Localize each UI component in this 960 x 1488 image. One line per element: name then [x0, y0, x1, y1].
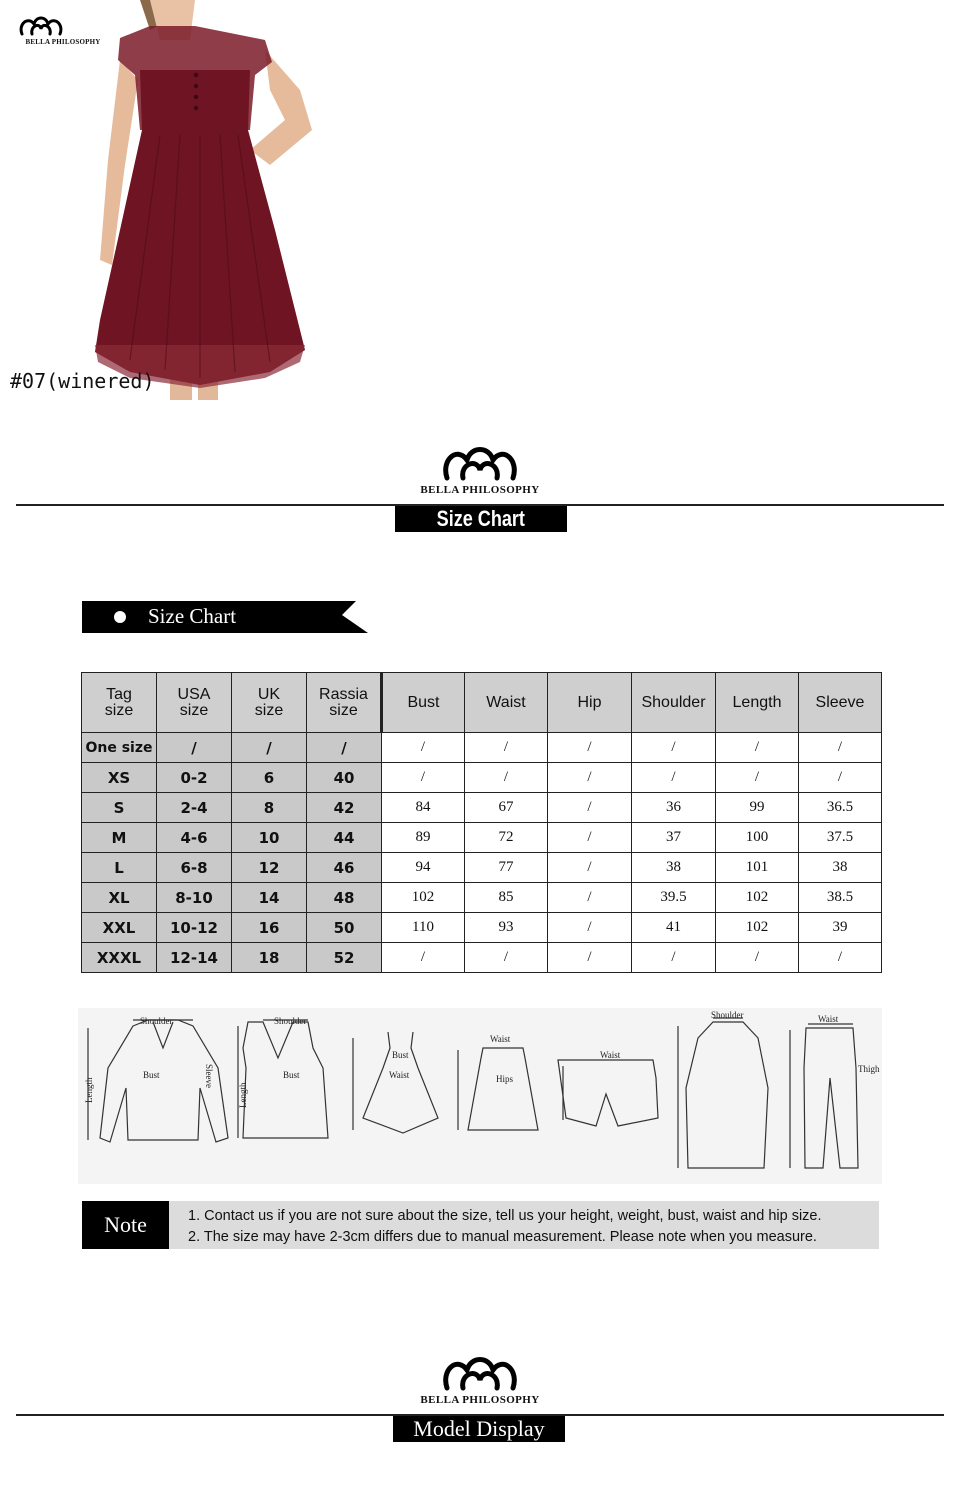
brand-logo-small — [18, 12, 108, 46]
measurement-cell: / — [382, 763, 465, 793]
measurement-cell: 41 — [632, 913, 716, 943]
label-waist-skirt: Waist — [490, 1034, 511, 1044]
note-line-1: 1. Contact us if you are not sure about the size, tell us your height, weight, bust, waist and hip size. — [188, 1208, 822, 1224]
measurement-cell: / — [799, 943, 882, 973]
size-cell: 6-8 — [157, 853, 232, 883]
measurement-cell: 102 — [716, 883, 799, 913]
measurement-cell: 72 — [465, 823, 548, 853]
table-header-cell — [716, 673, 799, 733]
tag-size-cell: L — [82, 853, 157, 883]
header-line-1: Tag — [106, 685, 132, 703]
table-header-cell — [232, 673, 307, 733]
note-box — [82, 1201, 879, 1249]
header-line-1: USA — [177, 685, 211, 703]
measurement-cell: / — [548, 853, 632, 883]
measurement-cell: / — [632, 943, 716, 973]
size-cell: 52 — [307, 943, 382, 973]
measurement-cell: / — [548, 823, 632, 853]
note-line-2: 2. The size may have 2-3cm differs due to manual measurement. Please note when you measure. — [188, 1229, 817, 1245]
measurement-cell: / — [548, 883, 632, 913]
size-cell: 10 — [232, 823, 307, 853]
measurement-cell: 84 — [382, 793, 465, 823]
measurement-cell: 37.5 — [799, 823, 882, 853]
label-waist-dress: Waist — [389, 1070, 410, 1080]
size-chart-badge-label: Size Chart — [436, 506, 526, 531]
size-chart-section-header — [0, 440, 960, 535]
measurement-cell: 37 — [632, 823, 716, 853]
measurement-cell: 102 — [382, 883, 465, 913]
measurement-cell: / — [548, 913, 632, 943]
header-line-1: Rassia — [319, 685, 368, 703]
table-header-row — [82, 673, 882, 733]
measurement-cell: 77 — [465, 853, 548, 883]
header-line-1: UK — [257, 685, 281, 703]
table-header-cell — [465, 673, 548, 733]
table-header-cell — [382, 673, 465, 733]
size-cell: 14 — [232, 883, 307, 913]
table-header-cell — [799, 673, 882, 733]
tag-size-cell: XXXL — [82, 943, 157, 973]
label-shoulder-coat: Shoulder — [711, 1010, 744, 1020]
label-sleeve: Sleeve — [204, 1064, 214, 1088]
label-thigh-trousers: Thigh — [858, 1064, 880, 1074]
tag-size-cell: S — [82, 793, 157, 823]
measurement-cell: / — [465, 763, 548, 793]
table-header-cell — [548, 673, 632, 733]
tag-size-cell: XS — [82, 763, 157, 793]
measurement-cell: 36.5 — [799, 793, 882, 823]
size-cell: 4-6 — [157, 823, 232, 853]
size-cell: / — [232, 733, 307, 763]
measurement-cell: 99 — [716, 793, 799, 823]
measurement-cell: 85 — [465, 883, 548, 913]
header-line-1: Waist — [486, 693, 526, 711]
header-line-1: Bust — [407, 693, 440, 711]
size-cell: 12-14 — [157, 943, 232, 973]
color-variant-label: #07(winered) — [10, 369, 155, 393]
measurement-cell: / — [382, 733, 465, 763]
measurement-cell: / — [465, 733, 548, 763]
measurement-cell: / — [632, 733, 716, 763]
measurement-cell: 38 — [799, 853, 882, 883]
size-chart-badge — [395, 506, 567, 532]
size-cell: 10-12 — [157, 913, 232, 943]
banner-title: Size Chart — [148, 604, 237, 628]
measurement-cell: 94 — [382, 853, 465, 883]
table-header-cell — [82, 673, 157, 733]
measurement-cell: 89 — [382, 823, 465, 853]
table-row — [82, 823, 882, 853]
strap-dress-sketch — [363, 1032, 438, 1133]
header-line-1: Sleeve — [815, 693, 865, 711]
header-line-1: Hip — [577, 693, 602, 711]
label-bust-vest: Bust — [283, 1070, 300, 1080]
measurement-cell: / — [632, 763, 716, 793]
note-text — [188, 1206, 822, 1248]
label-bust-dress: Bust — [392, 1050, 409, 1060]
measurement-cell: 93 — [465, 913, 548, 943]
measurement-cell: 36 — [632, 793, 716, 823]
size-cell: 44 — [307, 823, 382, 853]
size-cell: 42 — [307, 793, 382, 823]
label-waist-shorts: Waist — [600, 1050, 621, 1060]
measurement-cell: / — [548, 793, 632, 823]
measurement-cell: 100 — [716, 823, 799, 853]
size-cell: 16 — [232, 913, 307, 943]
measurement-sketches — [78, 1008, 882, 1184]
brand-crown-icon — [441, 1350, 519, 1396]
table-header-cell — [307, 673, 382, 733]
note-label: Note — [82, 1201, 169, 1249]
measurement-cell: 39 — [799, 913, 882, 943]
brand-name: BELLA PHILOSOPHY — [420, 1394, 540, 1406]
header-line-2: size — [254, 701, 284, 719]
size-cell: 48 — [307, 883, 382, 913]
measurement-cell: / — [716, 943, 799, 973]
header-line-2: size — [179, 701, 209, 719]
size-chart-banner — [82, 601, 368, 633]
label-shoulder: Shoulder — [140, 1016, 173, 1026]
measurement-cell: 39.5 — [632, 883, 716, 913]
label-hips-skirt: Hips — [496, 1074, 514, 1084]
label-length: Length — [84, 1077, 94, 1103]
size-cell: 0-2 — [157, 763, 232, 793]
table-row — [82, 913, 882, 943]
measurement-cell: 101 — [716, 853, 799, 883]
product-photo — [0, 0, 330, 400]
table-row — [82, 943, 882, 973]
skirt-sketch — [468, 1048, 538, 1130]
size-cell: 18 — [232, 943, 307, 973]
measurement-cell: / — [382, 943, 465, 973]
tag-size-cell: XXL — [82, 913, 157, 943]
table-row — [82, 793, 882, 823]
brand-crown-icon — [18, 12, 64, 40]
table-header-cell — [632, 673, 716, 733]
label-bust: Bust — [143, 1070, 160, 1080]
measurement-guide — [78, 1008, 882, 1184]
model-display-badge: Model Display — [393, 1416, 565, 1442]
measurement-cell: / — [465, 943, 548, 973]
dress-illustration — [0, 0, 330, 400]
tag-size-cell: XL — [82, 883, 157, 913]
label-length-vest: Length — [238, 1082, 248, 1108]
size-cell: / — [157, 733, 232, 763]
brand-name: BELLA PHILOSOPHY — [25, 38, 101, 46]
table-header-cell — [157, 673, 232, 733]
tag-size-cell: M — [82, 823, 157, 853]
label-shoulder-vest: Shoulder — [274, 1016, 307, 1026]
measurement-cell: 38 — [632, 853, 716, 883]
label-waist-trousers: Waist — [818, 1014, 839, 1024]
header-line-2: size — [104, 701, 134, 719]
tag-size-cell: One size — [82, 733, 157, 763]
measurement-cell: / — [799, 763, 882, 793]
measurement-cell: / — [548, 943, 632, 973]
size-table — [81, 672, 882, 973]
size-cell: 40 — [307, 763, 382, 793]
trousers-sketch — [804, 1028, 858, 1168]
table-row — [82, 853, 882, 883]
size-cell: 50 — [307, 913, 382, 943]
measurement-cell: 102 — [716, 913, 799, 943]
coat-sketch — [686, 1022, 768, 1168]
size-cell: 8 — [232, 793, 307, 823]
model-display-section-header — [0, 1350, 960, 1445]
measurement-cell: 67 — [465, 793, 548, 823]
header-line-1: Length — [732, 693, 782, 711]
size-cell: 12 — [232, 853, 307, 883]
measurement-cell: / — [799, 733, 882, 763]
size-cell: 6 — [232, 763, 307, 793]
measurement-cell: / — [716, 763, 799, 793]
brand-crown-icon — [441, 440, 519, 486]
brand-name: BELLA PHILOSOPHY — [420, 484, 540, 496]
size-cell: 46 — [307, 853, 382, 883]
header-line-1: Shoulder — [641, 693, 706, 711]
table-row — [82, 883, 882, 913]
table-row — [82, 733, 882, 763]
size-cell: 2-4 — [157, 793, 232, 823]
header-line-2: size — [329, 701, 358, 719]
vest-sketch — [243, 1022, 328, 1138]
measurement-cell: / — [548, 763, 632, 793]
bullet-icon — [114, 611, 126, 623]
measurement-cell: / — [548, 733, 632, 763]
measurement-cell: 110 — [382, 913, 465, 943]
size-cell: 8-10 — [157, 883, 232, 913]
measurement-cell: / — [716, 733, 799, 763]
table-row — [82, 763, 882, 793]
measurement-cell: 38.5 — [799, 883, 882, 913]
size-cell: / — [307, 733, 382, 763]
shorts-sketch — [558, 1060, 658, 1126]
